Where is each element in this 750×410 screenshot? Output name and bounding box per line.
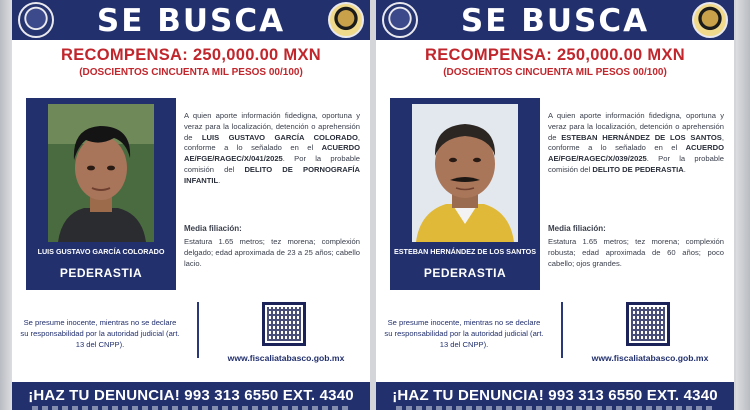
wanted-poster-1 — [12, 0, 370, 410]
desc-mid: , conforme a lo señalado en el — [548, 132, 724, 153]
reward-description — [184, 111, 360, 187]
state-emblem-icon — [692, 2, 728, 38]
cut-off-text-decoration — [396, 406, 714, 410]
suspect-crime-label: PEDERASTIA — [423, 266, 507, 280]
poster-title: SE BUSCA — [460, 3, 650, 39]
wanted-poster-2 — [376, 0, 734, 410]
suspect-photo — [412, 104, 518, 242]
suspect-photo — [48, 104, 154, 242]
desc-tail: . Por la probable comisión del — [184, 154, 360, 174]
reward-amount-words: (DOSCIENTOS CINCUENTA MIL PESOS 00/100) — [79, 67, 303, 78]
suspect-portrait-icon — [412, 104, 518, 242]
right-edge-border — [736, 0, 750, 410]
desc-intro: A quien aporte información fidedigna, oportuna y veraz para la localización, detención o aprehensión de — [548, 111, 724, 142]
poster-footer — [376, 382, 734, 410]
state-emblem-icon — [328, 2, 364, 38]
desc-acuerdo: ACUERDO AE/FGE/RAGEC/X/041/2025 — [184, 143, 360, 164]
reward-amount-words: (DOSCIENTOS CINCUENTA MIL PESOS 00/100) — [443, 67, 667, 78]
filiacion-text: Estatura 1.65 metros; tez morena; complexión robusta; edad aproximada de 60 años; poco cabello; ojos grandes. — [548, 237, 724, 268]
left-edge-border — [0, 0, 12, 410]
filiacion-heading: Media filiación: — [548, 224, 606, 233]
reward-description — [548, 111, 724, 176]
suspect-portrait-icon — [48, 104, 154, 242]
desc-tail: . Por la probable comisión del — [548, 154, 724, 174]
poster-title: SE BUSCA — [96, 3, 286, 39]
poster-header — [376, 0, 734, 40]
desc-suspect-name: LUIS GUSTAVO GARCÍA COLORADO — [201, 132, 358, 142]
desc-end: . — [683, 164, 686, 174]
poster-footer — [12, 382, 370, 410]
suspect-crime-label: PEDERASTIA — [59, 266, 143, 280]
suspect-photo-card — [390, 98, 540, 290]
filiacion-text: Estatura 1.65 metros; tez morena; complexión delgado; edad aproximada de 23 a 25 años; cabello lacio. — [184, 237, 360, 268]
report-hotline: ¡HAZ TU DENUNCIA! 993 313 6550 EXT. 4340 — [28, 387, 354, 404]
reward-amount: RECOMPENSA: 250,000.00 MXN — [425, 46, 685, 64]
desc-delito: DELITO DE PEDERASTIA — [592, 164, 684, 174]
desc-delito: DELITO DE PORNOGRAFÍA INFANTIL — [184, 164, 360, 185]
desc-acuerdo: ACUERDO AE/FGE/RAGEC/X/039/2025 — [548, 143, 724, 164]
website-url: www.fiscaliatabasco.gob.mx — [591, 353, 709, 363]
suspect-photo-name: ESTEBAN HERNÁNDEZ DE LOS SANTOS — [393, 247, 537, 256]
presumption-notice: Se presume inocente, mientras no se declare su responsabilidad por la autoridad judicial (art. 13 del CNPP). — [384, 318, 544, 349]
desc-intro: A quien aporte información fidedigna, oportuna y veraz para la localización, detención o aprehensión de — [184, 111, 360, 142]
desc-end: . — [218, 175, 221, 185]
poster-header — [12, 0, 370, 40]
presumption-notice: Se presume inocente, mientras no se declare su responsabilidad por la autoridad judicial (art. 13 del CNPP). — [20, 318, 180, 349]
vertical-divider — [197, 302, 199, 358]
cut-off-text-decoration — [32, 406, 350, 410]
website-url: www.fiscaliatabasco.gob.mx — [227, 353, 345, 363]
qr-code-icon — [626, 302, 670, 346]
qr-code-icon — [262, 302, 306, 346]
reward-amount: RECOMPENSA: 250,000.00 MXN — [61, 46, 321, 64]
desc-suspect-name: ESTEBAN HERNÁNDEZ DE LOS SANTOS — [561, 132, 722, 142]
report-hotline: ¡HAZ TU DENUNCIA! 993 313 6550 EXT. 4340 — [392, 387, 718, 404]
suspect-photo-name: LUIS GUSTAVO GARCÍA COLORADO — [37, 247, 165, 256]
suspect-photo-card — [26, 98, 176, 290]
filiacion-heading: Media filiación: — [184, 224, 242, 233]
desc-mid: , conforme a lo señalado en el — [184, 132, 360, 153]
vertical-divider — [561, 302, 563, 358]
